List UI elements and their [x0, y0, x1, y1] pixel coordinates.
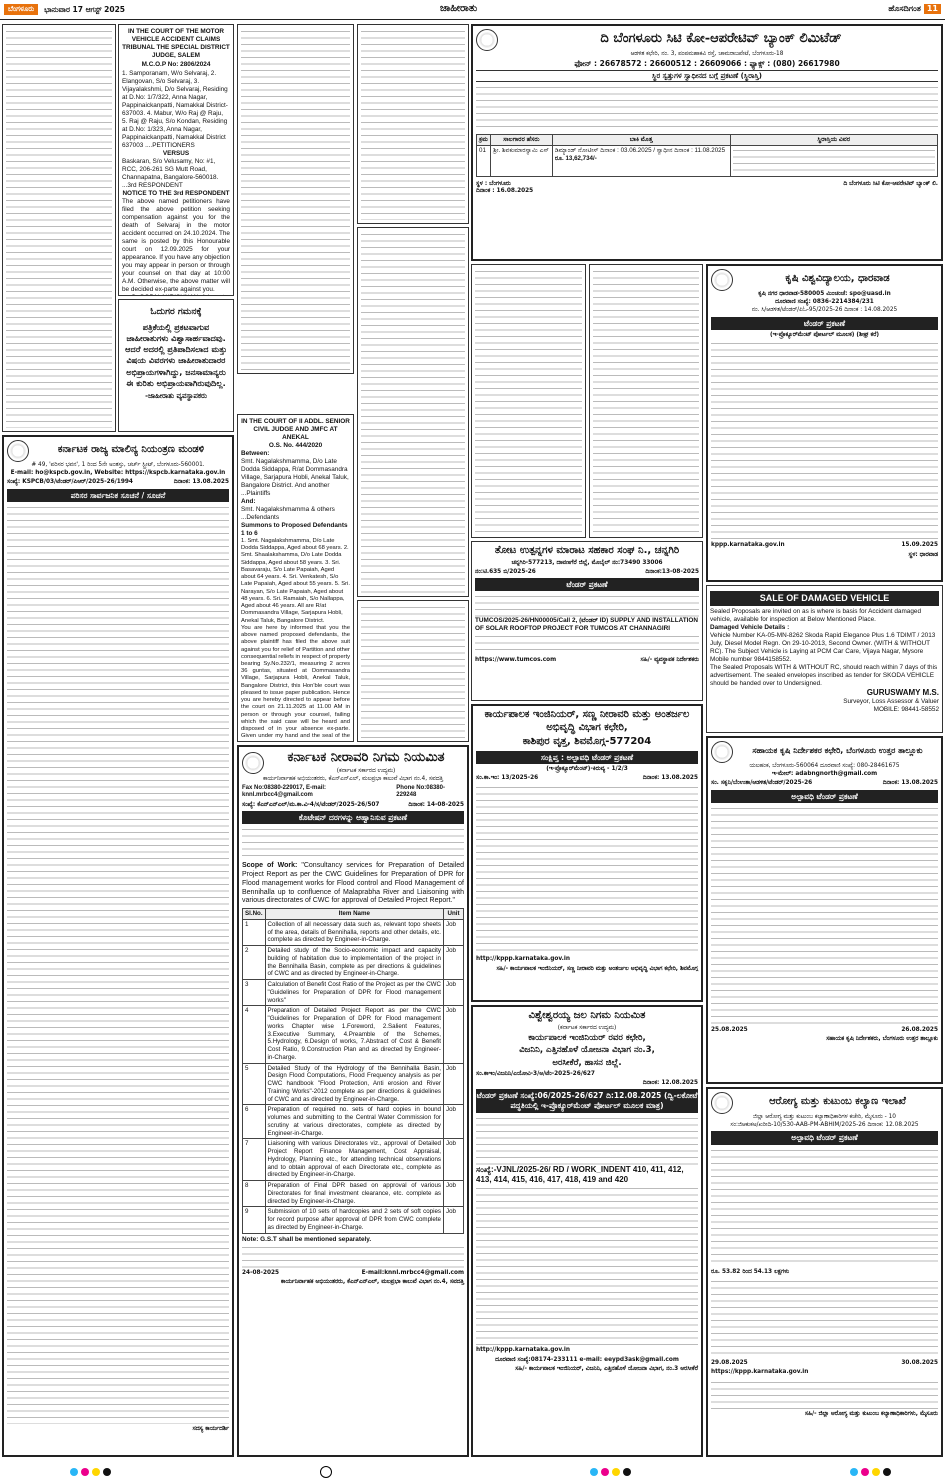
- cell-no: 9: [243, 1207, 266, 1233]
- health-dept-tender: [706, 1087, 943, 1457]
- anekal-and: And:: [241, 498, 256, 505]
- notice-text-block: [361, 604, 465, 738]
- table-row: [243, 1006, 464, 1063]
- anekal-summons: Summons to Proposed Defendants 1 to 6: [241, 522, 348, 537]
- knnl-fax: Fax No:08380-229017, E-mail: knnl.mrbcc4@gmail.com: [242, 784, 327, 799]
- vjnl-tender: [471, 1005, 703, 1457]
- anekal-title: IN THE COURT OF II ADDL. SENIOR CIVIL JUDGE AND JMFC AT ANEKAL: [241, 418, 350, 441]
- cell-item: Calculation of Benefit Cost Ratio of the Project as per the CWC "Guidelines for Preparation of DPR for Flood management works": [265, 980, 443, 1006]
- vehicle-name: GURUSWAMY M.S.: [866, 688, 939, 698]
- knnl-phone: Phone No:08380-229248: [396, 784, 445, 799]
- anekal-defendant: Smt. Nagalakshmamma & others ...Defendants: [241, 506, 335, 521]
- kda-date2: 26.08.2025: [901, 1027, 938, 1034]
- uas-ref: ನಂ. ಸಿ/ಆಡಳಿತ/ಟೆಂಡರ್/ಪಿಓ-95/2025-26 ದಿನಾಂಕ : 14.08.2025: [751, 307, 898, 314]
- mact-case-number: M.C.O.P No: 2806/2024: [141, 61, 211, 68]
- uas-sub: (ಇ-ಪ್ರೊಕ್ಯೂರ್‌ಮೆಂಟ್ ಪೋರ್ಟಲ್ ಮೂಲಕ) (ಶೀಘ್ರ ಕರೆ): [769, 332, 880, 339]
- coop-phone: ಫೋನ್ : 26678572 : 26600512 : 26609066 : ಫ್ಯಾಕ್ಸ್ : (080) 26617980: [574, 59, 840, 69]
- legal-notice-col4c: [357, 600, 469, 742]
- vjnl-office: ಕಾರ್ಯಪಾಲಕ ಇಂಜಿನಿಯರ್ ರವರ ಕಛೇರಿ,: [528, 1032, 646, 1043]
- notice-text-block: [593, 268, 699, 534]
- tumcos-sign: ಸಹಿ/- ವ್ಯವಸ್ಥಾಪಕ ನಿರ್ದೇಶಕರು: [640, 657, 699, 664]
- masthead: [0, 0, 945, 20]
- tumcos-tender: [471, 541, 703, 701]
- table-row: [243, 1207, 464, 1233]
- mi-web[interactable]: http://kppp.karnataka.gov.in: [476, 956, 570, 963]
- kda-sign: ಸಹಾಯಕ ಕೃಷಿ ನಿರ್ದೇಶಕರು, ಬೆಂಗಳೂರು ಉತ್ತರ ತಾಲ್ಲೂಕು: [826, 1036, 938, 1043]
- kda-logo-icon: [711, 741, 733, 763]
- color-dot: [103, 1468, 111, 1476]
- notice-text-block: [361, 28, 465, 220]
- vjnl-email: ದೂರವಾಣಿ ಸಂಖ್ಯೆ:08174-233111 e-mail: eeypd3ask@gmail.com: [495, 1356, 679, 1363]
- anekal-list: 1. Smt. Nagalakshmamma, D/o Late Dodda Siddappa, Aged about 68 years. 2. Smt. Shaalakshamma, D/o Late Dodda Siddappa, Aged about 58 years. 3. Sri. Basavaraju, S/o Late Papaiah, Aged about 64 years. 4. Sri. Venkatesh, S/o Late Papaiah, Aged about 55 years. 5. Sri. Narayan, S/o Late Papaiah, Aged about 48 years. 6. Sri. Ramaiah, S/o Nallappa, Aged about 46 years. All are R/at Dommasandra Village, Sarjapura Hobli, Anekal Taluk, Bangalore District.: [241, 538, 350, 624]
- health-body: [711, 1147, 938, 1267]
- coop-date: ದಿನಾಂಕ : 16.08.2025: [476, 188, 534, 195]
- cell-item: Liaisoning with various Directorates viz., approval of Detailed Project Report Finance Management, Cost Appraisal, Hydrology, Planning etc., for attending technical observations and to obtain approval of each Directorate etc., complete as directed by Engineer-in-Charge.: [265, 1139, 443, 1181]
- readers-notice-title: ಓದುಗರ ಗಮನಕ್ಕೆ: [150, 307, 202, 317]
- color-dot: [850, 1468, 858, 1476]
- row-property: [733, 147, 935, 175]
- health-date1: 29.08.2025: [711, 1360, 748, 1367]
- readers-notice-sign: -ಜಾಹೀರಾತು ವ್ಯವಸ್ಥಾಪಕರು: [145, 391, 207, 400]
- uas-phone: ದೂರವಾಣಿ ಸಂಖ್ಯೆ: 0836-2214384/231: [775, 299, 874, 306]
- coop-body: [476, 84, 938, 132]
- agri-director-tender: [706, 736, 943, 1084]
- vjnl-bar: ಟೆಂಡರ್ ಪ್ರಕಟಣೆ ಸಂಖ್ಯೆ:06/2025-26/627 ದಿ:12.08.2025 (ದ್ವಿ-ಲಕೋಟೆ ಪದ್ಧತಿಯಲ್ಲಿ ಇ-ಪ್ರೊಕ್ಯೂರ್‌ಮೆಂಟ್ ಪೋರ್ಟಲ್ ಮೂಲಕ ಮಾತ್ರ): [476, 1089, 698, 1113]
- color-dot: [81, 1468, 89, 1476]
- knnl-last-date: 24-08-2025: [242, 1269, 280, 1276]
- knnl-title: ಕರ್ನಾಟಕ ನೀರಾವರಿ ನಿಗಮ ನಿಯಮಿತ: [287, 750, 445, 765]
- cell-unit: Job: [444, 919, 464, 945]
- knnl-ref: ಸಂಖ್ಯೆ: ಕೆಎನ್‌ಎನ್‌ಎಲ್/ಮ.ಕಾ.ವಿ-4/ಸ/ಟೆಂಡರ್/2025-26/507: [242, 801, 380, 808]
- color-dot: [92, 1468, 100, 1476]
- mact-advocate: [122, 294, 230, 296]
- mi-date: ದಿನಾಂಕ: 13.08.2025: [642, 775, 698, 782]
- vjnl-body: [476, 1115, 698, 1165]
- uas-sign: ಸ್ಥಳ: ಧಾರವಾಡ: [908, 551, 938, 558]
- color-dots-left: [70, 1468, 111, 1476]
- knnl-bar: ಕೊಟೇಷನ್ ದರಗಳನ್ನು ಆಹ್ವಾನಿಸುವ ಪ್ರಕಟಣೆ: [242, 811, 464, 824]
- vjnl-sign: ಸಹಿ/- ಕಾರ್ಯಪಾಲಕ ಇಂಜಿನಿಯರ್, ವಿಜನಿನಿ, ಎತ್ತಿನಹೊಳೆ ಯೋಜನಾ ವಿಭಾಗ, ನಂ.3 ಅರಸೀಕೆರೆ: [515, 1365, 698, 1372]
- print-registration-strip: [0, 1462, 945, 1482]
- kspcb-title: ಕರ್ನಾಟಕ ರಾಜ್ಯ ಮಾಲಿನ್ಯ ನಿಯಂತ್ರಣ ಮಂಡಳಿ: [57, 443, 205, 455]
- cell-no: 8: [243, 1181, 266, 1207]
- vjnl-work-numbers: ಸಂಖ್ಯೆ:-VJNL/2025-26/ RD / WORK_INDENT 410, 411, 412, 413, 414, 415, 416, 417, 418, 419 and 420: [476, 1165, 684, 1185]
- cell-no: 6: [243, 1105, 266, 1139]
- anekal-between: Between:: [241, 450, 270, 457]
- knnl-items-table: [242, 908, 464, 1234]
- table-row: [243, 946, 464, 980]
- cell-no: 5: [243, 1063, 266, 1105]
- kda-ref: ಸಂ. ಸಕೃನಿ/ಬೆಂಉತಾ/ಆಡಳಿತ/ಟೆಂಡರ್/2025-26: [711, 780, 813, 787]
- table-row: [243, 1105, 464, 1139]
- mi-bar2: (ಇ-ಪ್ರೊಕ್ಯೂರ್‌ಮೆಂಟ್)-ಕಿರುವ್ಯ - 1/2/3: [546, 765, 628, 772]
- knnl-date: ದಿನಾಂಕ: 14-08-2025: [408, 801, 464, 808]
- uas-date: 15.09.2025: [901, 542, 938, 549]
- anekal-plaintiff: Smt. Nagalakshmamma, D/o Late Dodda Siddappa, R/at Dommasandra Village, Sarjapura Hobli, Anekal Taluk, Bangalore District. And another ...Plaintiffs: [241, 458, 349, 497]
- kda-address: ಯಲಹಂಕ, ಬೆಂಗಳೂರು-560064 ದೂರವಾಣಿ ಸಂಖ್ಯೆ: 080-28461675: [749, 763, 900, 769]
- uas-title: ಕೃಷಿ ವಿಶ್ವವಿದ್ಯಾಲಯ, ಧಾರವಾಡ: [785, 272, 890, 284]
- kda-title: ಸಹಾಯಕ ಕೃಷಿ ನಿರ್ದೇಶಕರ ಕಛೇರಿ, ಬೆಂಗಳೂರು ಉತ್ತರ ತಾಲ್ಲೂಕು: [752, 746, 923, 755]
- section-title: ಜಾಹೀರಾತು: [440, 3, 478, 14]
- anekal-case: O.S. No. 444/2020: [268, 442, 323, 449]
- knnl-sub: (ಕರ್ನಾಟಕ ಸರ್ಕಾರದ ಉದ್ಯಮ): [336, 768, 396, 775]
- minor-irrigation-tender: [471, 704, 703, 1002]
- color-dot: [861, 1468, 869, 1476]
- uas-web: kppp.karnataka.gov.in: [711, 542, 785, 549]
- kspcb-bar: ಪರಿಸರ ಸಾರ್ವಜನಿಕ ಸೂಚನೆ / ಸೂಚನೆ: [7, 489, 229, 502]
- table-row: [477, 146, 938, 177]
- tumcos-web[interactable]: https://www.tumcos.com: [475, 657, 557, 664]
- health-bar: ಅಲ್ಪಾವಧಿ ಟೆಂಡರ್ ಪ್ರಕಟಣೆ: [711, 1131, 938, 1144]
- color-dots-right: [590, 1468, 631, 1476]
- knnl-scope-label: Scope of Work:: [242, 862, 298, 870]
- paper-logo: ಹೊಸದಿಗಂತ: [888, 4, 921, 13]
- col-sl: ಕ್ರಮ: [477, 135, 491, 146]
- mi-body: [476, 784, 698, 954]
- cell-item: Preparation of Final DPR based on approval of various Directorates for final investment clearance, etc. complete as directed by Engineer-in-Charge.: [265, 1181, 443, 1207]
- coop-bank-notice: [471, 24, 943, 261]
- vehicle-sale: [706, 585, 943, 733]
- health-ref: ಸಂ:ಜಿಆಕುಕಅ/ಖರೀದಿ-10/530-AAB-PM-ABHIM/2025-26 ದಿನಾಂಕ: 12.08.2025: [730, 1122, 919, 1129]
- color-dot: [872, 1468, 880, 1476]
- color-dot: [590, 1468, 598, 1476]
- coop-table: [476, 134, 938, 177]
- health-web[interactable]: https://kppp.karnataka.gov.in: [711, 1369, 809, 1376]
- health-date2: 30.08.2025: [901, 1360, 938, 1367]
- mi-bar1: ಸಂಕ್ಷಿಪ್ತ : ಅಲ್ಪಾವಧಿ ಟೆಂಡರ್ ಪ್ರಕಟಣೆ: [476, 751, 698, 764]
- cell-item: Detailed Study of the Hydrology of the Bennihalla Basin, Design Flood Computations, Flood Frequency analysis as per CWC handbook "Flood Protection, Anti erosion and River Training Works"-2012 complete as per directions & guidelines of CWC and as directed by Engineer-in-Charge.: [265, 1063, 443, 1105]
- health-office: ಜಿಲ್ಲಾ ಆರೋಗ್ಯ ಮತ್ತು ಕುಟುಂಬ ಕಲ್ಯಾಣಾಧಿಕಾರಿಗಳ ಕಚೇರಿ, ಮೈಸೂರು - 10: [753, 1114, 896, 1120]
- coop-title: ದಿ ಬೆಂಗಳೂರು ಸಿಟಿ ಕೋ-ಆಪರೇಟಿವ್ ಬ್ಯಾಂಕ್ ಲಿಮಿಟೆಡ್: [600, 30, 842, 46]
- kspcb-sign: ಸದಸ್ಯ ಕಾರ್ಯದರ್ಶಿ: [192, 1426, 229, 1433]
- knnl-intro: [242, 826, 464, 860]
- registration-mark-icon: [320, 1466, 332, 1478]
- kda-body: [711, 805, 938, 1025]
- tumcos-bar: ಟೆಂಡರ್ ಪ್ರಕಟಣೆ: [475, 578, 699, 591]
- table-row: [243, 1063, 464, 1105]
- readers-notice: [118, 299, 234, 432]
- vjnl-body2: [476, 1185, 698, 1345]
- cell-unit: Job: [444, 980, 464, 1006]
- vjnl-sub: (ಕರ್ನಾಟಕ ಸರ್ಕಾರದ ಉದ್ಯಮ): [557, 1024, 617, 1031]
- anekal-body: You are here by informed that you the above named proposed defendants, the above plaintiff has filed the above suit against you for relief of Partition and other consequential reliefs in respect of property bearing Sy.No.232/1, measuring 2 acres 36 guntas, situated at Dommasandra Village, Sarjapura Hobli, Anekal Taluk, Bangalore District, this Hon'ble court was pleased to issue paper publication. Hence you are hereby directed to appear before the court on 21.11.2025 at 11.00 AM in person or through your counsel, failing which the said case will be heard and disposed of in your absence ex-parte. Given under my hand and the seal of the: [241, 624, 350, 740]
- cell-unit: Job: [444, 1105, 464, 1139]
- tumcos-body2: [475, 633, 699, 655]
- col-property: ಸ್ಥಿರಾಸ್ತಿಯ ವಿವರ: [730, 135, 937, 146]
- health-amount: ರೂ. 53.82 ರಿಂದ 54.13 ಲಕ್ಷಗಳು: [711, 1268, 790, 1275]
- tumcos-body: [475, 593, 699, 617]
- cell-no: 2: [243, 946, 266, 980]
- coop-place: ಸ್ಥಳ : ಬೆಂಗಳೂರು: [476, 181, 511, 188]
- cell-no: 4: [243, 1006, 266, 1063]
- vjnl-office3: ಅರಸೀಕೆರೆ, ಹಾಸನ ಜಿಲ್ಲೆ.: [552, 1057, 622, 1068]
- mi-address: ಕಾಶಿಪುರ ವೃತ್ತ, ಶಿವಮೊಗ್ಗ-577204: [522, 736, 652, 747]
- table-row: [243, 1181, 464, 1207]
- notice-text-block: [241, 28, 350, 370]
- mact-court-notice: [118, 24, 234, 296]
- kspcb-address: # 49, 'ಪರಿಸರ ಭವನ', 1 ರಿಂದ 5ನೇ ಅಂತಸ್ತು, ಚರ್ಚ್ ಸ್ಟ್ರೀಟ್, ಬೆಂಗಳೂರು-560001.: [31, 462, 205, 468]
- vehicle-body: Sealed Proposals are invited on as is where is basis for Accident damaged vehicle, available for inspection at Below Mentioned Place.: [710, 608, 922, 624]
- col-unit: Unit: [444, 909, 464, 920]
- knnl-sign: ಕಾರ್ಯನಿರ್ವಾಹಕ ಅಭಿಯಂತರರು, ಕೆಎನ್‌ಎನ್‌ಎಲ್, ಮಲಪ್ರಭಾ ಕಾಲುವೆ ವಿಭಾಗ ನಂ.4, ಸವದತ್ತಿ: [280, 1278, 464, 1285]
- health-sign: ಸಹಿ/- ಜಿಲ್ಲಾ ಆರೋಗ್ಯ ಮತ್ತು ಕುಟುಂಬ ಕಲ್ಯಾಣಾಧಿಕಾರಿಗಳು, ಮೈಸೂರು: [804, 1410, 938, 1417]
- vehicle-title: SALE OF DAMAGED VEHICLE: [710, 591, 939, 606]
- mi-sign: ಸಹಿ/- ಕಾರ್ಯಪಾಲಕ ಇಂಜಿನಿಯರ್, ಸಣ್ಣ ನೀರಾವರಿ ಮತ್ತು ಅಂತರ್ಜಲ ಅಭಿವೃದ್ಧಿ ವಿಭಾಗ ಕಛೇರಿ, ಶಿವಮೊಗ್ಗ: [496, 965, 698, 972]
- tumcos-title: ತೋಟ ಉತ್ಪನ್ನಗಳ ಮಾರಾಟ ಸಹಕಾರ ಸಂಘ ನಿ., ಚನ್ನಗಿರಿ: [494, 545, 680, 556]
- table-row: [243, 980, 464, 1006]
- notice-text-block: [361, 231, 465, 593]
- kda-date: ದಿನಾಂಕ: 13.08.2025: [882, 780, 938, 787]
- mact-versus: VERSUS: [162, 150, 190, 157]
- color-dot: [623, 1468, 631, 1476]
- col-name: ಸಾಲಗಾರರ ಹೆಸರು: [491, 135, 553, 146]
- kspcb-email: E-mail: ho@kspcb.gov.in, Website: https://kspcb.karnataka.gov.in: [10, 470, 226, 477]
- mact-title: IN THE COURT OF THE MOTOR VEHICLE ACCIDENT CLAIMS TRIBUNAL THE SPECIAL DISTRICT JUDGE, SALEM: [122, 28, 230, 59]
- health-logo-icon: [711, 1092, 733, 1114]
- tumcos-address: ಚನ್ನಗಿರಿ-577213, ದಾವಣಗೆರೆ ಜಿಲ್ಲೆ, ಮೊಬೈಲ್ ನಂ:73490 33006: [511, 559, 663, 566]
- cell-item: Submission of 10 sets of hardcopies and 2 sets of soft copies for record purpose after approval of DPR from CWC complete as directed by Engineer-in-Charge.: [265, 1207, 443, 1233]
- legal-notice-left: [2, 24, 116, 432]
- health-body2: [711, 1278, 938, 1358]
- kspcb-body: [7, 504, 229, 1424]
- uas-address: ಕೃಷಿ ನಗರ ಧಾರವಾಡ-580005 ಮಿಂಚಂಚೆ: spo@uasd.in: [758, 291, 891, 297]
- uas-tender: [706, 264, 943, 582]
- legal-notice-col5b: [589, 264, 703, 538]
- cell-unit: Job: [444, 1139, 464, 1181]
- row-dates: ಡಿಮ್ಯಾಂಡ್ ನೋಟೀಸ್ ದಿನಾಂಕ : 03.06.2025 / ಸ್ವಾಧೀನ ದಿನಾಂಕ : 11.08.2025: [554, 147, 726, 155]
- kspcb-date: ದಿನಾಂಕ: 13.08.2025: [173, 479, 229, 486]
- uas-bar: ಟೆಂಡರ್ ಪ್ರಕಟಣೆ: [711, 317, 938, 330]
- city-badge: ಬೆಂಗಳೂರು: [4, 4, 38, 15]
- coop-subtitle: ಸ್ಥಿರ ಸ್ವತ್ತುಗಳ ಸ್ವಾಧೀನದ ಬಗ್ಗೆ ಪ್ರಕಟಣೆ (ಸ್ಥಿರಾಸ್ತಿ): [476, 70, 938, 83]
- kda-date1: 25.08.2025: [711, 1027, 748, 1034]
- vjnl-date: ದಿನಾಂಕ: 12.08.2025: [642, 1079, 698, 1086]
- kspcb-notice: [2, 435, 234, 1457]
- mi-ref: ಸಂ.ಕಾ.ಇಂ: 13/2025-26: [476, 775, 539, 782]
- table-row: [243, 1139, 464, 1181]
- cell-no: 7: [243, 1139, 266, 1181]
- tumcos-date: ದಿನಾಂಕ:13-08-2025: [645, 568, 699, 575]
- table-row: [243, 919, 464, 945]
- kspcb-ref: ಸಂಖ್ಯೆ: KSPCB/03/ಟೆಂಡರ್/ಪಿಆರ್/2025-26/1994: [7, 479, 133, 486]
- color-dot: [612, 1468, 620, 1476]
- knnl-scope: "Consultancy services for Preparation of Detailed Project Report as per the CWC Guidelines for Preparation of DPR for Flood management works for Flood control and Flood Management of Bennihalla up to confluence of Malaprabha River and Liaisoning with various directorates of CWC for approval of Detailed Project Report.": [242, 862, 464, 905]
- tumcos-tender-name: TUMCOS/2025-26/HN00005/Call 2, (ಟೆಂಡರ್ ID) SUPPLY AND INSTALLATION OF SOLAR ROOFTOP PROJECT FOR TUMCOS AT CHANNAGIRI: [475, 617, 698, 633]
- coop-sign: ದಿ ಬೆಂಗಳೂರು ಸಿಟಿ ಕೋ-ಆಪರೇಟಿವ್ ಬ್ಯಾಂಕ್ ಲಿ.: [843, 181, 938, 188]
- legal-notice-col3: [237, 24, 354, 374]
- legal-notice-col4b: [357, 227, 469, 597]
- legal-notice-col4: [357, 24, 469, 224]
- cell-unit: Job: [444, 1207, 464, 1233]
- vjnl-office2: ವಿಜನಿನಿ, ಎತ್ತಿನಹೊಳೆ ಯೋಜನಾ ವಿಭಾಗ ನಂ.3,: [519, 1045, 655, 1056]
- color-dot: [883, 1468, 891, 1476]
- row-amount: ರೂ. 13,62,734/-: [554, 154, 597, 162]
- vehicle-details-head: Damaged Vehicle Details :: [710, 624, 790, 632]
- legal-notice-col5a: [471, 264, 586, 538]
- coop-address: ಆಡಳಿತ ಕಛೇರಿ, ನಂ. 3, ಪಂಪಮಹಾಕವಿ ರಸ್ತೆ, ಚಾಮರಾಜಪೇಟೆ, ಬೆಂಗಳೂರು-18: [630, 51, 784, 57]
- vjnl-web[interactable]: http://kppp.karnataka.gov.in: [476, 1347, 570, 1354]
- kspcb-logo-icon: [7, 440, 29, 462]
- vjnl-title: ವಿಶ್ವೇಶ್ವರಯ್ಯ ಜಲ ನಿಗಮ ನಿಯಮಿತ: [528, 1010, 646, 1021]
- issue-date: ಭಾನುವಾರ 17 ಆಗಸ್ಟ್ 2025: [44, 4, 126, 14]
- uas-body: [711, 340, 938, 540]
- cell-unit: Job: [444, 1181, 464, 1207]
- notice-text-block: [475, 268, 582, 534]
- vjnl-ref: ಸಂ.ಕಾಇಂ/ವಿಜನಿನಿ/ಎಯೋವಿ-3/ಅ/ಟೆಂ-2025-26/627: [476, 1070, 595, 1077]
- page-number: 11: [924, 4, 941, 14]
- col-amount: ಬಾಕಿ ಮೊತ್ತ: [552, 135, 730, 146]
- cell-item: Preparation of Detailed Project Report as per the CWC "Guidelines for Preparation of DPR for Flood management works Chapter wise 1.Foreword, 2.Salient Features, 3.Executive Summary, 4.Preamble of the Schemes, 5.Hydrology, 6.Design of works, 7.Abstract of Cost & Benefit Cost Ratio, 9.Construction Plan and as directed by Engineer-in-Charge.: [265, 1006, 443, 1063]
- knnl-logo-icon: [242, 752, 264, 774]
- knnl-closing: [242, 1244, 464, 1268]
- cell-item: Preparation of required no. sets of hard copies in bound volumes and submitting to the Central Water Commission for scrutiny at various directorates, complete as directed by Engineer-in-Charge.: [265, 1105, 443, 1139]
- vehicle-mobile: MOBILE: 98441-58552: [873, 706, 939, 714]
- anekal-court-summons: [237, 414, 354, 742]
- knnl-email: E-mail:knnl.mrbcc4@gmail.com: [361, 1269, 464, 1276]
- row-name: ಶ್ರೀ. ಶಿವಕುಮಾರಸ್ವಾಮಿ ಎಸ್: [491, 146, 553, 177]
- vehicle-reach: The Sealed Proposals WITH & WITHOUT RC, should reach within 7 days of this advertisement. The sealed envelopes inscribed as tender for SKODA VEHICLE should be handed over to Undersigned.: [710, 664, 938, 688]
- kda-bar: ಅಲ್ಪಾವಧಿ ಟೆಂಡರ್ ಪ್ರಕಟಣೆ: [711, 790, 938, 803]
- mact-notice-body: The above named petitioners have filed the above petition seeking compensation against you for the death of Selvaraj in the motor accident occurred on 24.10.2024. The same is posted by this Honourable court on 12.09.2025 for your appearance. If you have any objection you may appear in person or through your counsel on that day at 10:00 A.M. Otherwise, the above matter will be decided ex-parte against you.: [122, 198, 231, 293]
- mi-title: ಕಾರ್ಯಪಾಲಕ ಇಂಜಿನಿಯರ್, ಸಣ್ಣ ನೀರಾವರಿ ಮತ್ತು ಅಂತರ್ಜಲ ಅಭಿವೃದ್ಧಿ ವಿಭಾಗ ಕಛೇರಿ,: [484, 709, 690, 733]
- mact-petitioners: 1. Samporanam, W/o Selvaraj, 2. Elangovan, S/o Selvaraj, 3. Vijayalakshmi, D/o Selvaraj, Residing at D.No: 1/7/322, Anna Nagar, Pappinaickanpatti, Namakkal District-637003. 4. Mabur, W/o Raj @ Raju, 5. Raj @ Raju, S/o Kondan, Residing at D.No: 1/323, Anna Nagar, Pappinaickanpatti, Namakkal District 637003 ....PETITIONERS: [122, 70, 228, 149]
- health-body3: [711, 1379, 938, 1409]
- kda-email: ಇ-ಮೇಲ್: adabngnorth@gmail.com: [771, 771, 878, 778]
- mact-notice-heading: NOTICE TO THE 3rd RESPONDENT: [122, 190, 230, 197]
- notice-text-block: [6, 28, 112, 428]
- col-item: Item Name: [265, 909, 443, 920]
- readers-notice-body: ಪತ್ರಿಕೆಯಲ್ಲಿ ಪ್ರಕಟವಾಗುವ ಜಾಹೀರಾತುಗಳು ವಿಶ್ವಾಸಾರ್ಹವಾದವು. ಆದರೆ ಅದರಲ್ಲಿ ಪ್ರತಿಪಾದಿಸಲಾದ ಮತ್ತು ವಿಷಯ ವಿವರಗಳು ಜಾಹೀರಾತುದಾರರ ಅಭಿಪ್ರಾಯಗಳಾಗಿದ್ದು, ಜನಸಾಮಾನ್ಯರು ಈ ಕುರಿತು ಅಭಿಪ್ರಾಯವಾಗಿರುವುದಿಲ್ಲ.: [125, 322, 227, 388]
- uas-logo-icon: [711, 269, 733, 291]
- tumcos-ref: ನಂ:ಟಿ.635 ಬಿ/2025-26: [475, 568, 536, 575]
- health-title: ಆರೋಗ್ಯ ಮತ್ತು ಕುಟುಂಬ ಕಲ್ಯಾಣ ಇಲಾಖೆ: [769, 1095, 906, 1107]
- knnl-quotation-notice: [237, 745, 469, 1457]
- row-no: 01: [477, 146, 491, 177]
- knnl-note: Note: G.S.T shall be mentioned separately.: [242, 1235, 372, 1243]
- vehicle-details: Vehicle Number KA-05-MN-8262 Skoda Rapid Elegance Plus 1.6 TDIMT / 2013 July, Diesel Model Regn. On 29-10-2013, Second Owner. (WITH & WITHOUT RC). The Subject Vehicle is Laying at PCM Car Care, Vijaya Nagar, Mysore Mobile number 9844158552.: [710, 632, 936, 664]
- mact-respondent: Baskaran, S/o Velusamy, No: #1, RCC, 206-261 SG Mutt Road, Channapatna, Bangalore-560018. ...3rd RESPONDENT: [122, 158, 219, 189]
- bank-logo-icon: [476, 29, 498, 51]
- cell-item: Detailed study of the Socio-economic impact and capacity building of habitation due to implementation of the project in the Bennihalla Basin, complete as per directions & guidelines of CWC and as directed by Engineer-in-Charge.: [265, 946, 443, 980]
- cell-no: 3: [243, 980, 266, 1006]
- knnl-office: ಕಾರ್ಯನಿರ್ವಾಹಕ ಅಭಿಯಂತರರು, ಕೆಎನ್‌ಎನ್‌ಎಲ್, ಮಲಪ್ರಭಾ ಕಾಲುವೆ ವಿಭಾಗ ನಂ.4, ಸವದತ್ತಿ: [262, 776, 444, 783]
- cell-unit: Job: [444, 1063, 464, 1105]
- color-dot: [601, 1468, 609, 1476]
- cell-unit: Job: [444, 1006, 464, 1063]
- cell-item: Collection of all necessary data such as, relevant topo sheets of the area, details of Bennihalla, reports and other details, etc. complete as directed by Engineer-in-Charge.: [265, 919, 443, 945]
- col-slno: Sl.No.: [243, 909, 266, 920]
- cell-unit: Job: [444, 946, 464, 980]
- color-dots-far-right: [850, 1468, 891, 1476]
- vehicle-role: Surveyor, Loss Assessor & Valuer: [843, 698, 939, 706]
- cell-no: 1: [243, 919, 266, 945]
- color-dot: [70, 1468, 78, 1476]
